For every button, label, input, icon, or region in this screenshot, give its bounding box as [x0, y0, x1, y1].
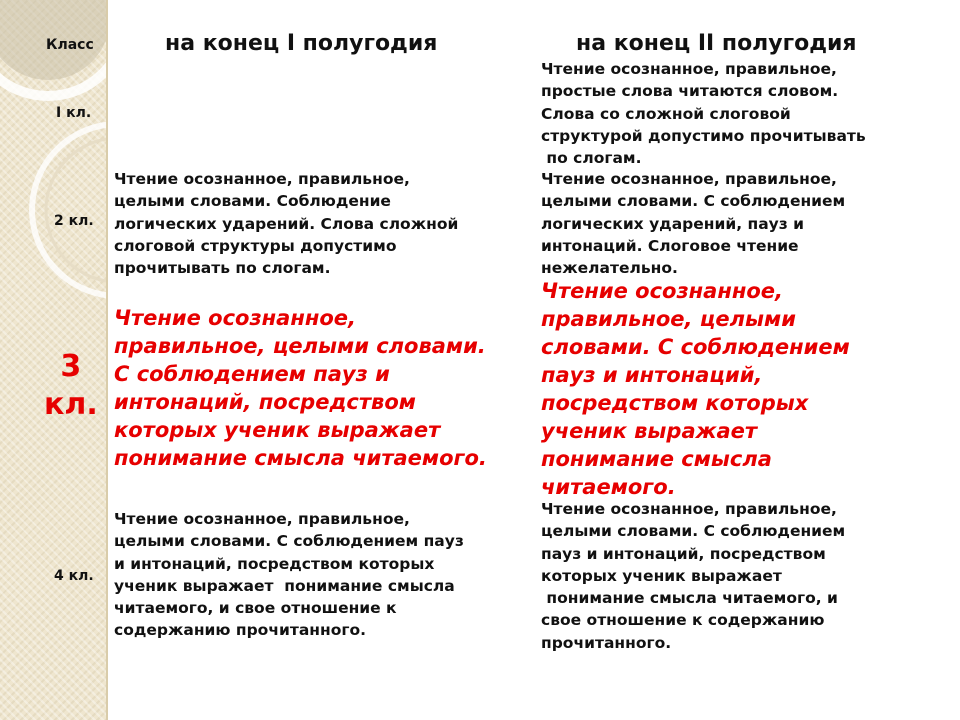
grade4-first-half-text: Чтение осознанное, правильное, целыми словами. С соблюдением пауз и интонаций, посредством которых ученик выражает понимание смысла читаемого, и свое отношение к содержанию прочитанного. — [114, 510, 464, 640]
grade2-second-half-text: Чтение осознанное, правильное, целыми словами. С соблюдением логических ударений, пауз и интонаций. Слоговое чтение нежелательно. — [541, 170, 846, 278]
grade2-first-half-text: Чтение осознанное, правильное, целыми словами. Соблюдение логических ударений. Слова сложной слоговой структуры допустимо прочитывать по слогам. — [114, 170, 459, 278]
panel-divider — [106, 0, 108, 720]
header-second-half: на конец II полугодия — [576, 31, 857, 56]
grade3-first-half-text: Чтение осознанное, правильное, целыми словами. С соблюдением пауз и интонаций, посредством которых ученик выражает понимание смысла читаемого. — [114, 306, 487, 470]
grade3-second-half-text: Чтение осознанное, правильное, целыми словами. С соблюдением пауз и интонаций, посредством которых ученик выражает понимание смысла читаемого. — [541, 279, 850, 499]
header-first-half: на конец I полугодия — [165, 31, 438, 56]
grade4-second-half-text: Чтение осознанное, правильное, целыми словами. С соблюдением пауз и интонаций, посредством которых ученик выражает понимание смысла читаемого, и свое отношение к содержанию прочитанного. — [541, 500, 846, 652]
class-label-2: 2 кл. — [54, 213, 94, 229]
class-label-3: 3 кл. — [44, 349, 98, 422]
grade1-second-half-text: Чтение осознанное, правильное, простые слова читаются словом. Слова со сложной слоговой структурой допустимо прочитывать по слогам. — [541, 60, 866, 168]
class-label-1: I кл. — [56, 105, 92, 121]
class-label-4: 4 кл. — [54, 568, 94, 584]
header-class-label: Класс — [46, 37, 94, 53]
